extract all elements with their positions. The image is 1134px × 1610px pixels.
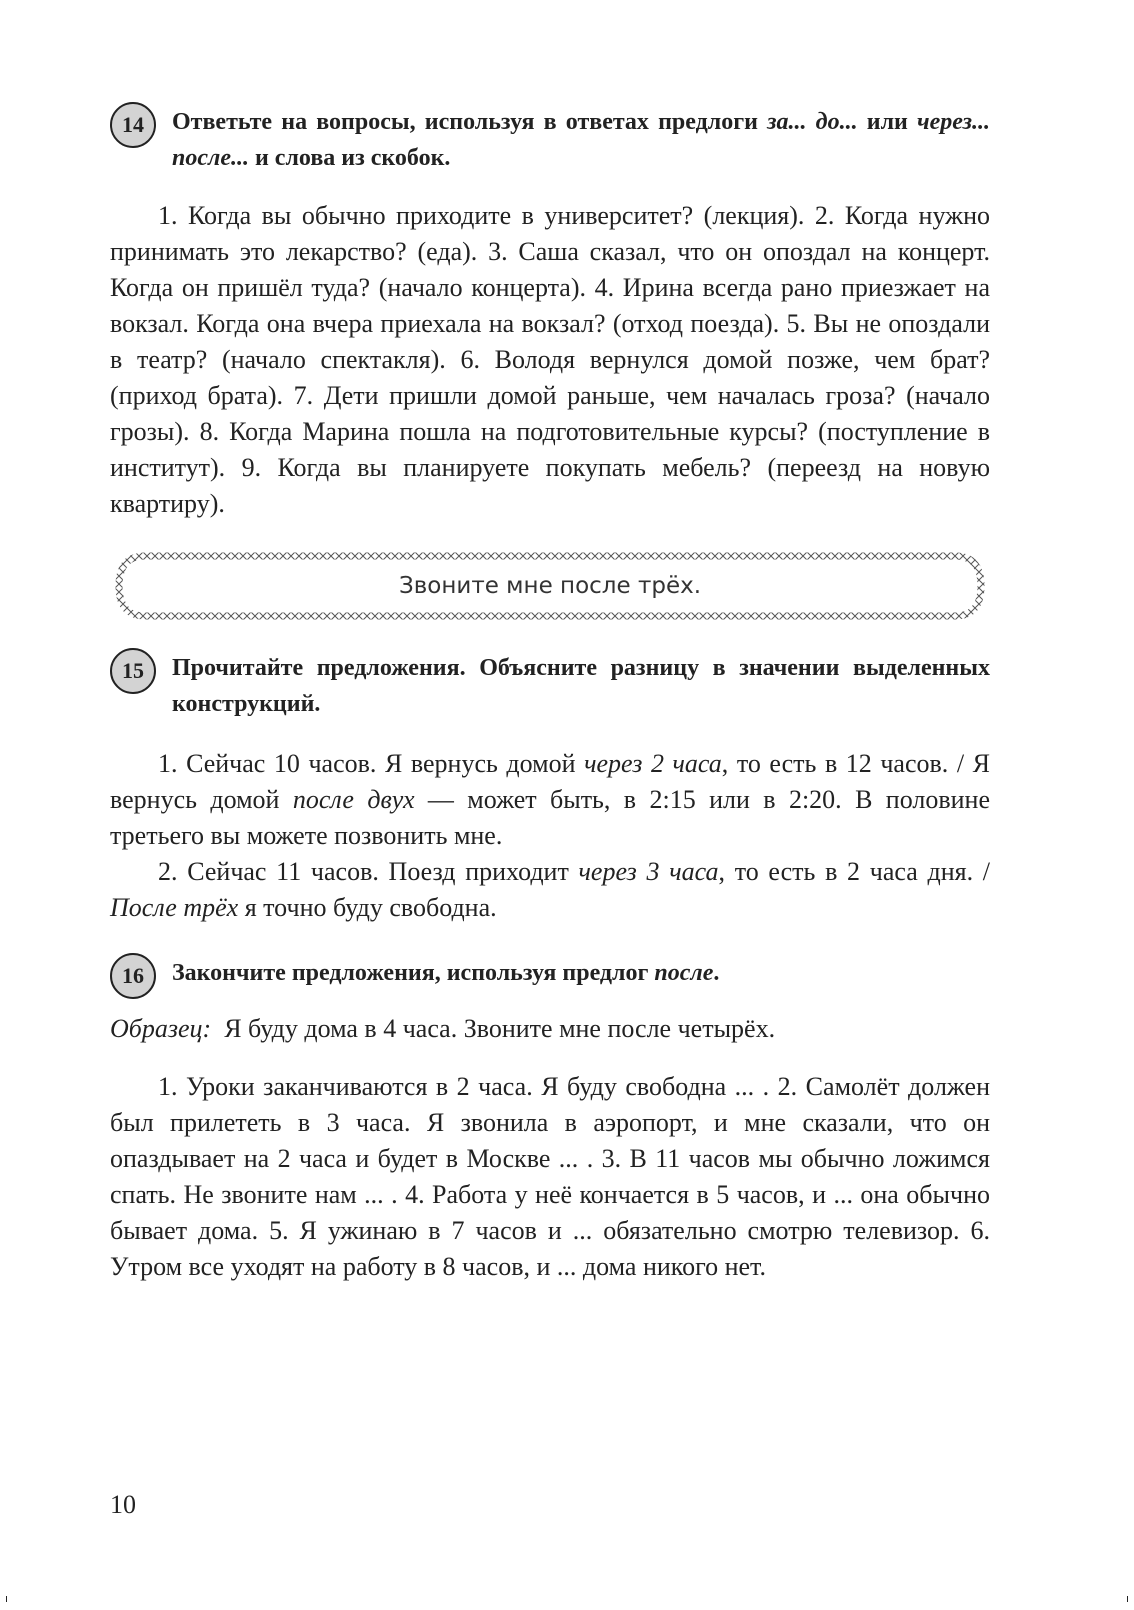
heading-italic: через... после... [172,109,990,171]
page-number: 10 [110,1490,136,1519]
exercise-number-14: 14 [110,102,156,148]
heading-text: и слова из скобок. [248,145,451,171]
exercise-number-15: 15 [110,648,156,694]
exercise-16 [110,955,990,1285]
exercise-14 [110,104,990,522]
exercise-15 [110,650,990,926]
exercise-15-sentence-2: 2. Сейчас 11 часов. Поезд приходит через 3 часа, то есть в 2 часа дня. / После трёх я точно буду свободна. [110,857,990,922]
heading-text: или [857,109,918,135]
sample-text: Я буду дома в 4 часа. Звоните мне после четырёх. [224,1014,776,1043]
crop-mark [6,1596,7,1602]
rule-banner [115,552,985,620]
heading-text: . [713,960,720,986]
heading-text: Прочитайте предложения. Объясните разницу в значении выделенных конструкций. [172,655,990,717]
heading-italic: после [654,960,714,986]
heading-text: Закончите предложения, используя предлог [172,960,655,986]
exercise-14-text: 1. Когда вы обычно приходите в университет? (лекция). 2. Когда нужно принимать это лекарство? (еда). 3. Саша сказал, что он опоздал на концерт. Когда он пришёл туда? (начало концерта). 4. Ирина всегда рано приезжает на вокзал. Когда она вчера приехала на вокзал? (отход поезда). 5. Вы не опоздали в театр? (начало спектакля). 6. Володя вернулся домой позже, чем брат? (приход брата). 7. Дети пришли домой раньше, чем началась гроза? (начало грозы). 8. Когда Марина пошла на подготовительные курсы? (поступление в институт). 9. Когда вы планируете покупать мебель? (переезд на новую квартиру). [110,201,990,518]
sample-label: Образец: [110,1014,212,1043]
crop-mark [1127,1596,1128,1602]
heading-text: Ответьте на вопросы, используя в ответах предлоги [172,109,768,135]
banner-text: Звоните мне после трёх. [398,573,702,599]
heading-italic: за... до... [767,109,858,135]
exercise-16-heading [110,955,990,991]
exercise-15-heading [110,650,990,722]
exercise-16-sample [110,1011,990,1047]
exercise-16-text: 1. Уроки заканчиваются в 2 часа. Я буду свободна ... . 2. Самолёт должен был прилететь в 3 часа. Я звонила в аэропорт, и мне сказали, что он опаздывает на 2 часа и будет в Москве ... . 3. В 11 часов мы обычно ложимся спать. Не звоните нам ... . 4. Работа у неё кончается в 5 часов, и ... она обычно бывает дома. 5. Я ужинаю в 7 часов и ... обязательно смотрю телевизор. 6. Утром все уходят на работу в 8 часов, и ... дома никого нет. [110,1072,990,1281]
exercise-14-heading [110,104,990,176]
exercise-15-sentence-1: 1. Сейчас 10 часов. Я вернусь домой через 2 часа, то есть в 12 часов. / Я вернусь домой после двух — может быть, в 2:15 или в 2:20. В половине третьего вы можете позвонить мне. [110,749,990,850]
exercise-number-16: 16 [110,953,156,999]
